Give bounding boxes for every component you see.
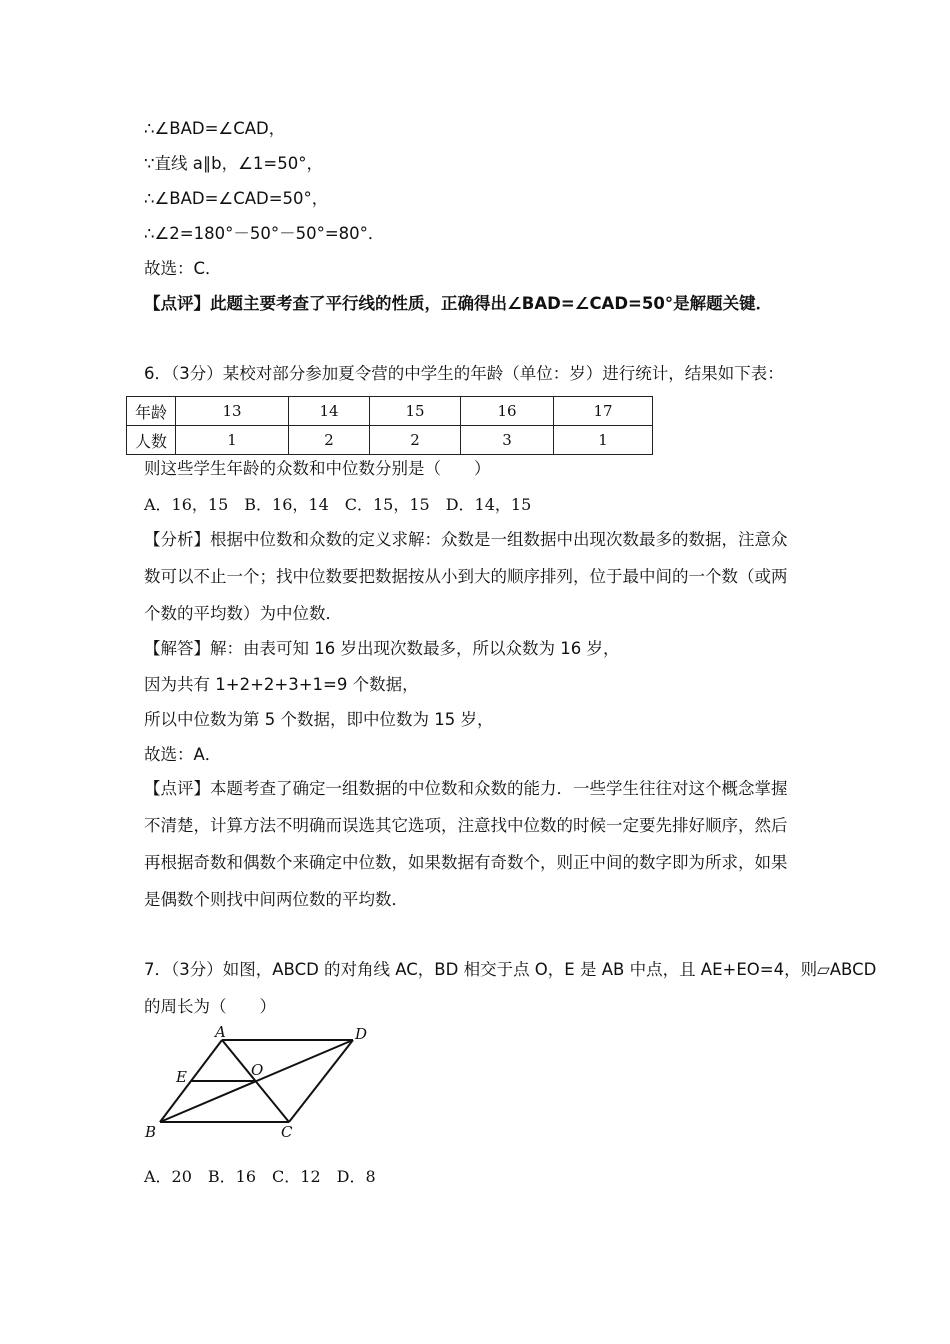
- label-b: B: [145, 1123, 157, 1141]
- q6-analysis-line: 个数的平均数）为中位数．: [144, 604, 342, 623]
- age-table: [126, 396, 653, 455]
- q6-stem: 6．（3分）某校对部分参加夏令营的中学生的年龄（单位：岁）进行统计，结果如下表：: [144, 364, 784, 383]
- q6-solution-answer: 故选：A．: [144, 745, 222, 764]
- side-cd: [289, 1040, 353, 1122]
- row-header-age: 年龄: [127, 397, 176, 426]
- age-cell: 15: [370, 397, 461, 426]
- q6-comment-line: 【点评】本题考查了确定一组数据的中位数和众数的能力．一些学生往往对这个概念掌握: [144, 779, 788, 798]
- q6-solution-line: 所以中位数为第 5 个数据，即中位数为 15 岁，: [144, 710, 494, 729]
- diagonal-bd: [160, 1040, 353, 1122]
- q7-options: A．20 B．16 C．12 D．8: [144, 1167, 376, 1186]
- age-cell: 14: [289, 397, 370, 426]
- q7-stem-line: 的周长为（ ）: [144, 997, 276, 1016]
- age-row: [127, 397, 653, 426]
- age-cell: 17: [554, 397, 653, 426]
- solution-answer: 故选：C．: [144, 259, 222, 278]
- label-e: E: [176, 1068, 187, 1086]
- age-cell: 16: [461, 397, 554, 426]
- label-a: A: [215, 1023, 226, 1041]
- count-cell: 1: [554, 426, 653, 455]
- count-row: [127, 426, 653, 455]
- age-cell: 13: [176, 397, 289, 426]
- q7-stem-line: 7．（3分）如图，ABCD 的对角线 AC，BD 相交于点 O，E 是 AB 中点，且 AE+EO=4，则▱ABCD: [144, 960, 877, 979]
- q6-analysis-line: 数可以不止一个；找中位数要把数据按从小到大的顺序排列，位于最中间的一个数（或两: [144, 567, 788, 586]
- q6-solution-line: 因为共有 1+2+2+3+1=9 个数据，: [144, 675, 419, 694]
- label-d: D: [355, 1025, 368, 1043]
- solution-line: ∵直线 a∥b，∠1=50°，: [144, 154, 323, 173]
- q6-comment-line: 再根据奇数和偶数个来确定中位数，如果数据有奇数个，则正中间的数字即为所求，如果: [144, 853, 788, 872]
- q6-question: 则这些学生年龄的众数和中位数分别是（ ）: [144, 459, 491, 478]
- count-cell: 2: [289, 426, 370, 455]
- q6-solution-line: 【解答】解：由表可知 16 岁出现次数最多，所以众数为 16 岁，: [144, 639, 620, 658]
- label-o: O: [251, 1061, 264, 1079]
- q6-options: A．16，15 B．16，14 C．15，15 D．14，15: [144, 495, 532, 514]
- q6-analysis-line: 【分析】根据中位数和众数的定义求解：众数是一组数据中出现次数最多的数据，注意众: [144, 530, 788, 549]
- solution-comment: 【点评】此题主要考查了平行线的性质，正确得出∠BAD=∠CAD=50°是解题关键．: [144, 294, 773, 313]
- count-cell: 2: [370, 426, 461, 455]
- solution-line: ∴∠BAD=∠CAD，: [144, 119, 286, 138]
- count-cell: 1: [176, 426, 289, 455]
- q6-comment-line: 是偶数个则找中间两位数的平均数．: [144, 890, 408, 909]
- row-header-count: 人数: [127, 426, 176, 455]
- solution-line: ∴∠BAD=∠CAD=50°，: [144, 189, 329, 208]
- label-c: C: [281, 1123, 293, 1141]
- solution-line: ∴∠2=180°－50°－50°=80°．: [144, 224, 385, 243]
- parallelogram-figure: [140, 1022, 380, 1147]
- q6-comment-line: 不清楚，计算方法不明确而误选其它选项，注意找中位数的时候一定要先排好顺序，然后: [144, 816, 788, 835]
- count-cell: 3: [461, 426, 554, 455]
